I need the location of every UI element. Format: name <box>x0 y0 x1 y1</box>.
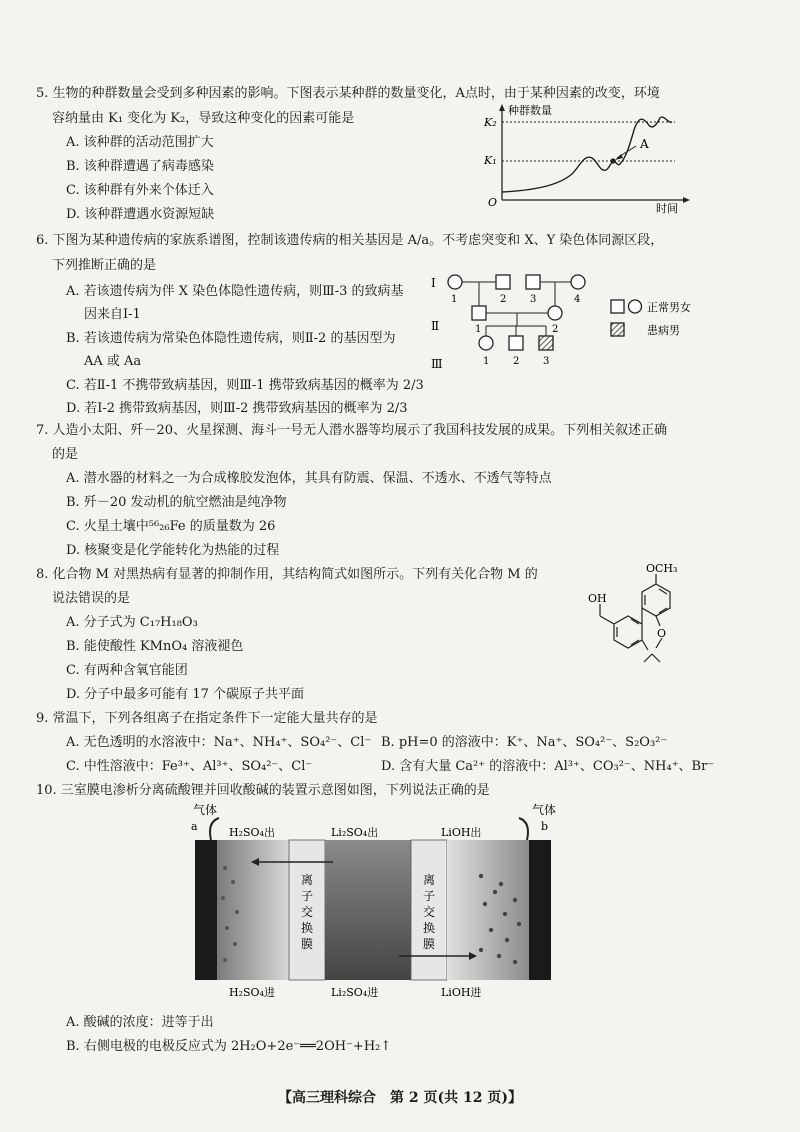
i4-female <box>571 275 585 289</box>
iii2-number: 2 <box>513 356 520 367</box>
i1-number: 1 <box>451 294 458 305</box>
i2-number: 2 <box>500 294 507 305</box>
graph-y-label: 种群数量 <box>508 104 552 117</box>
q5-option-c: C. 该种群有外来个体迁入 <box>66 183 214 198</box>
q10-option-a: A. 酸碱的浓度：进等于出 <box>66 1015 214 1030</box>
i1-female <box>448 275 462 289</box>
q9-option-a: A. 无色透明的水溶液中：Na⁺、NH₄⁺、SO₄²⁻、Cl⁻ <box>66 735 372 750</box>
q6-stem-line1: 6. 下图为某种遗传病的家族系谱图，控制该遗传病的相关基因是 A/a。不考虑突变和 X、Y 染色体同源区段， <box>36 233 664 248</box>
i3-number: 3 <box>530 294 537 305</box>
page-footer: 【高三理科综合 第 2 页(共 12 页)】 <box>278 1090 522 1106</box>
point-a <box>610 158 615 163</box>
q7-stem-line1: 7. 人造小太阳、歼－20、火星探测、海斗一号无人潜水器等均展示了我国科技发展的成果。下列相关叙述正确 <box>36 423 668 438</box>
graph-k1-label: K₁ <box>484 154 497 167</box>
electrode-b-letter: b <box>541 820 549 833</box>
left-membrane-char-1: 离 <box>301 873 314 887</box>
q6-option-c: C. 若Ⅱ-1 不携带致病基因，则Ⅲ-1 携带致病基因的概率为 2/3 <box>66 378 424 393</box>
middle-chamber <box>325 840 411 980</box>
gen-1-label: Ⅰ <box>431 276 436 290</box>
right-chamber <box>447 840 529 980</box>
h2so4-in-label: H₂SO₄进 <box>229 986 275 999</box>
q10-option-b: B. 右侧电极的电极反应式为 2H₂O+2e⁻══2OH⁻+H₂↑ <box>66 1039 392 1054</box>
right-electrode-b <box>529 840 551 980</box>
q10-stem: 10. 三室膜电渗析分离硫酸锂并回收酸碱的装置示意图如图，下列说法正确的是 <box>36 783 490 798</box>
q7-option-a: A. 潜水器的材料之一为合成橡胶发泡体，其具有防震、保温、不透水、不透气等特点 <box>66 471 552 486</box>
ii2-female <box>548 306 562 320</box>
gas-b-arrow <box>519 818 528 840</box>
gen-2-label: Ⅱ <box>431 319 440 333</box>
q5-option-a: A. 该种群的活动范围扩大 <box>66 135 214 150</box>
li2so4-in-label: Li₂SO₄进 <box>331 986 379 999</box>
svg-text:子: 子 <box>301 889 314 903</box>
q8-option-c: C. 有两种含氧官能团 <box>66 663 188 678</box>
gen-3-label: Ⅲ <box>431 357 443 371</box>
q7-option-b: B. 歼－20 发动机的航空燃油是纯净物 <box>66 495 287 510</box>
gas-b-label: 气体 <box>532 803 557 817</box>
li2so4-out-label: Li₂SO₄出 <box>331 826 379 839</box>
q9-option-d: D. 含有大量 Ca²⁺ 的溶液中：Al³⁺、CO₃²⁻、NH₄⁺、Br⁻ <box>381 759 715 774</box>
q6-option-d: D. 若Ⅰ-2 携带致病基因，则Ⅲ-2 携带致病基因的概率为 2/3 <box>66 401 408 416</box>
iii1-number: 1 <box>483 356 490 367</box>
left-electrode-a <box>195 840 217 980</box>
compound-m-structure <box>570 558 700 688</box>
q8-option-b: B. 能使酸性 KMnO₄ 溶液褪色 <box>66 639 244 654</box>
graph-origin: O <box>488 196 498 209</box>
ii1-number: 1 <box>475 324 482 335</box>
ring-o-label: O <box>657 627 667 640</box>
q9-option-c: C. 中性溶液中：Fe³⁺、Al³⁺、SO₄²⁻、Cl⁻ <box>66 759 313 774</box>
q8-option-a: A. 分子式为 C₁₇H₁₈O₃ <box>66 615 198 630</box>
legend-normal-male-icon <box>611 300 624 313</box>
q7-option-c: C. 火星土壤中⁵⁶₂₆Fe 的质量数为 26 <box>66 519 276 534</box>
q6-stem-line2: 下列推断正确的是 <box>52 258 157 273</box>
graph-k2-label: K₂ <box>484 116 497 129</box>
q7-option-d: D. 核聚变是化学能转化为热能的过程 <box>66 543 280 558</box>
iii2-male <box>509 336 523 350</box>
gas-a-arrow <box>210 818 219 840</box>
q8-stem-line1: 8. 化合物 M 对黑热病有显著的抑制作用，其结构简式如图所示。下列有关化合物 M 的 <box>36 567 538 582</box>
q7-stem-line2: 的是 <box>52 447 79 462</box>
right-membrane-char-1: 离 <box>423 873 436 887</box>
svg-text:膜: 膜 <box>423 937 436 951</box>
q5-option-d: D. 该种群遭遇水资源短缺 <box>66 207 215 222</box>
q9-option-b: B. pH=0 的溶液中：K⁺、Na⁺、SO₄²⁻、S₂O₃²⁻ <box>381 735 668 750</box>
legend-affected-label: 患病男 <box>647 324 680 337</box>
svg-text:换: 换 <box>423 921 436 935</box>
svg-text:膜: 膜 <box>301 937 314 951</box>
och3-label: OCH₃ <box>646 562 678 575</box>
pedigree-chart <box>425 268 715 380</box>
population-graph <box>480 100 700 218</box>
q6-option-b-line1: B. 若该遗传病为常染色体隐性遗传病，则Ⅱ-2 的基因型为 <box>66 331 396 346</box>
gas-a-label: 气体 <box>193 803 218 817</box>
point-a-label: A <box>640 137 649 151</box>
iii3-affected-male <box>539 336 553 350</box>
q8-stem-line2: 说法错误的是 <box>52 591 131 606</box>
i3-male <box>526 275 540 289</box>
svg-text:换: 换 <box>301 921 314 935</box>
svg-text:交: 交 <box>423 905 436 919</box>
svg-text:交: 交 <box>301 905 314 919</box>
svg-text:子: 子 <box>423 889 436 903</box>
q6-option-b-line2: AA 或 Aa <box>84 354 142 369</box>
ii2-number: 2 <box>552 324 559 335</box>
upper-ring <box>642 584 670 616</box>
graph-x-label: 时间 <box>656 202 678 215</box>
i2-male <box>496 275 510 289</box>
left-ring <box>614 616 642 648</box>
legend-affected-icon <box>611 323 624 336</box>
ii1-male <box>472 306 486 320</box>
lioh-out-label: LiOH出 <box>441 826 482 839</box>
iii3-number: 3 <box>543 356 550 367</box>
q6-option-a-line2: 因来自Ⅰ-1 <box>84 307 141 322</box>
oh-label: OH <box>588 592 607 605</box>
electrode-a-letter: a <box>191 820 198 833</box>
population-curve <box>502 117 672 192</box>
i4-number: 4 <box>574 294 581 305</box>
q5-option-b: B. 该种群遭遇了病毒感染 <box>66 159 214 174</box>
legend-normal-label: 正常男女 <box>647 301 691 314</box>
legend-normal-female-icon <box>629 300 642 313</box>
h2so4-out-label: H₂SO₄出 <box>229 826 275 839</box>
q5-stem-line2: 容纳量由 K₁ 变化为 K₂，导致这种变化的因素可能是 <box>52 111 355 126</box>
q6-option-a-line1: A. 若该遗传病为伴 X 染色体隐性遗传病，则Ⅲ-3 的致病基 <box>66 284 404 299</box>
q5-stem-line1: 5. 生物的种群数量会受到多种因素的影响。下图表示某种群的数量变化，A点时，由于某种因素的改变，环境 <box>36 86 660 101</box>
q9-stem: 9. 常温下，下列各组离子在指定条件下一定能大量共存的是 <box>36 711 378 726</box>
q8-option-d: D. 分子中最多可能有 17 个碳原子共平面 <box>66 687 305 702</box>
iii1-female <box>479 336 493 350</box>
lioh-in-label: LiOH进 <box>441 986 482 999</box>
electrodialysis-diagram <box>185 800 565 1002</box>
